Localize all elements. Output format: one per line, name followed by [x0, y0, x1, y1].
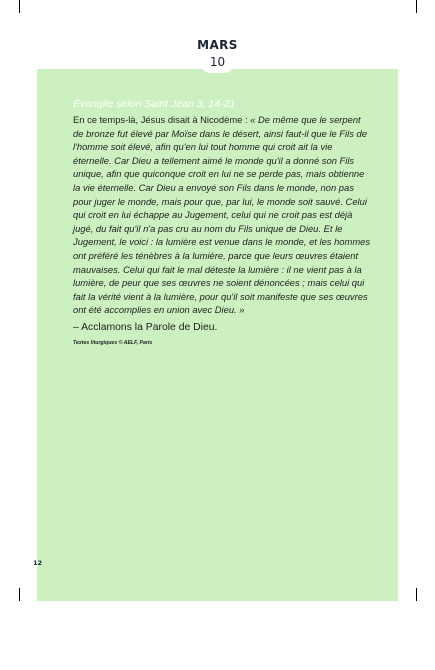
crop-mark-bottom-left: [19, 588, 20, 601]
date-header: [0, 38, 435, 52]
panel-corner-cutout: [37, 601, 89, 670]
copyright-credit: Textes liturgiques © AELF, Paris: [73, 339, 153, 346]
page-number: 12: [33, 559, 43, 567]
gospel-text: [73, 113, 373, 317]
crop-mark-bottom-right: [416, 588, 417, 601]
gospel-quote: « De même que le serpent de bronze fut élevé par Moïse dans le désert, ainsi faut-il que le Fils de l'homme soit élevé, afin qu'en lui tout homme qui croit ait la vie éternelle. Car Dieu a tellement aimé le monde qu'il a donné son Fils unique, afin que quiconque croit en lui ne se perde pas, mais obtienne la vie éternelle. Car Dieu a envoyé son Fils dans le monde, non pas pour juger le monde, mais pour que, par lui, le monde soit sauvé. Celui qui croit en lui échappe au Jugement, celui qui ne croit pas est déjà jugé, du fait qu'il n'a pas cru au nom du Fils unique de Dieu. Et le Jugement, le voici : la lumière est venue dans le monde, et les hommes ont préféré les ténèbres à la lumière, parce que leurs œuvres étaient mauvaises. Celui qui fait le mal déteste la lumière : il ne vient pas à la lumière, de peur que ses œuvres ne soient dénoncées ; mais celui qui fait la vérité vient à la lumière, pour qu'il soit manifeste que ses œuvres ont été accomplies en union avec Dieu. »: [73, 114, 371, 316]
reading-content: [73, 97, 373, 347]
gospel-reference: Évangile selon Saint Jean 3, 14-21: [73, 98, 236, 110]
crop-mark-top-left: [19, 0, 20, 13]
month-label: MARS: [197, 38, 238, 52]
acclamation: – Acclamons la Parole de Dieu.: [73, 321, 218, 333]
crop-mark-top-right: [416, 0, 417, 13]
gospel-intro: En ce temps-là, Jésus disait à Nicodème :: [73, 114, 251, 125]
day-number: 10: [202, 55, 233, 73]
